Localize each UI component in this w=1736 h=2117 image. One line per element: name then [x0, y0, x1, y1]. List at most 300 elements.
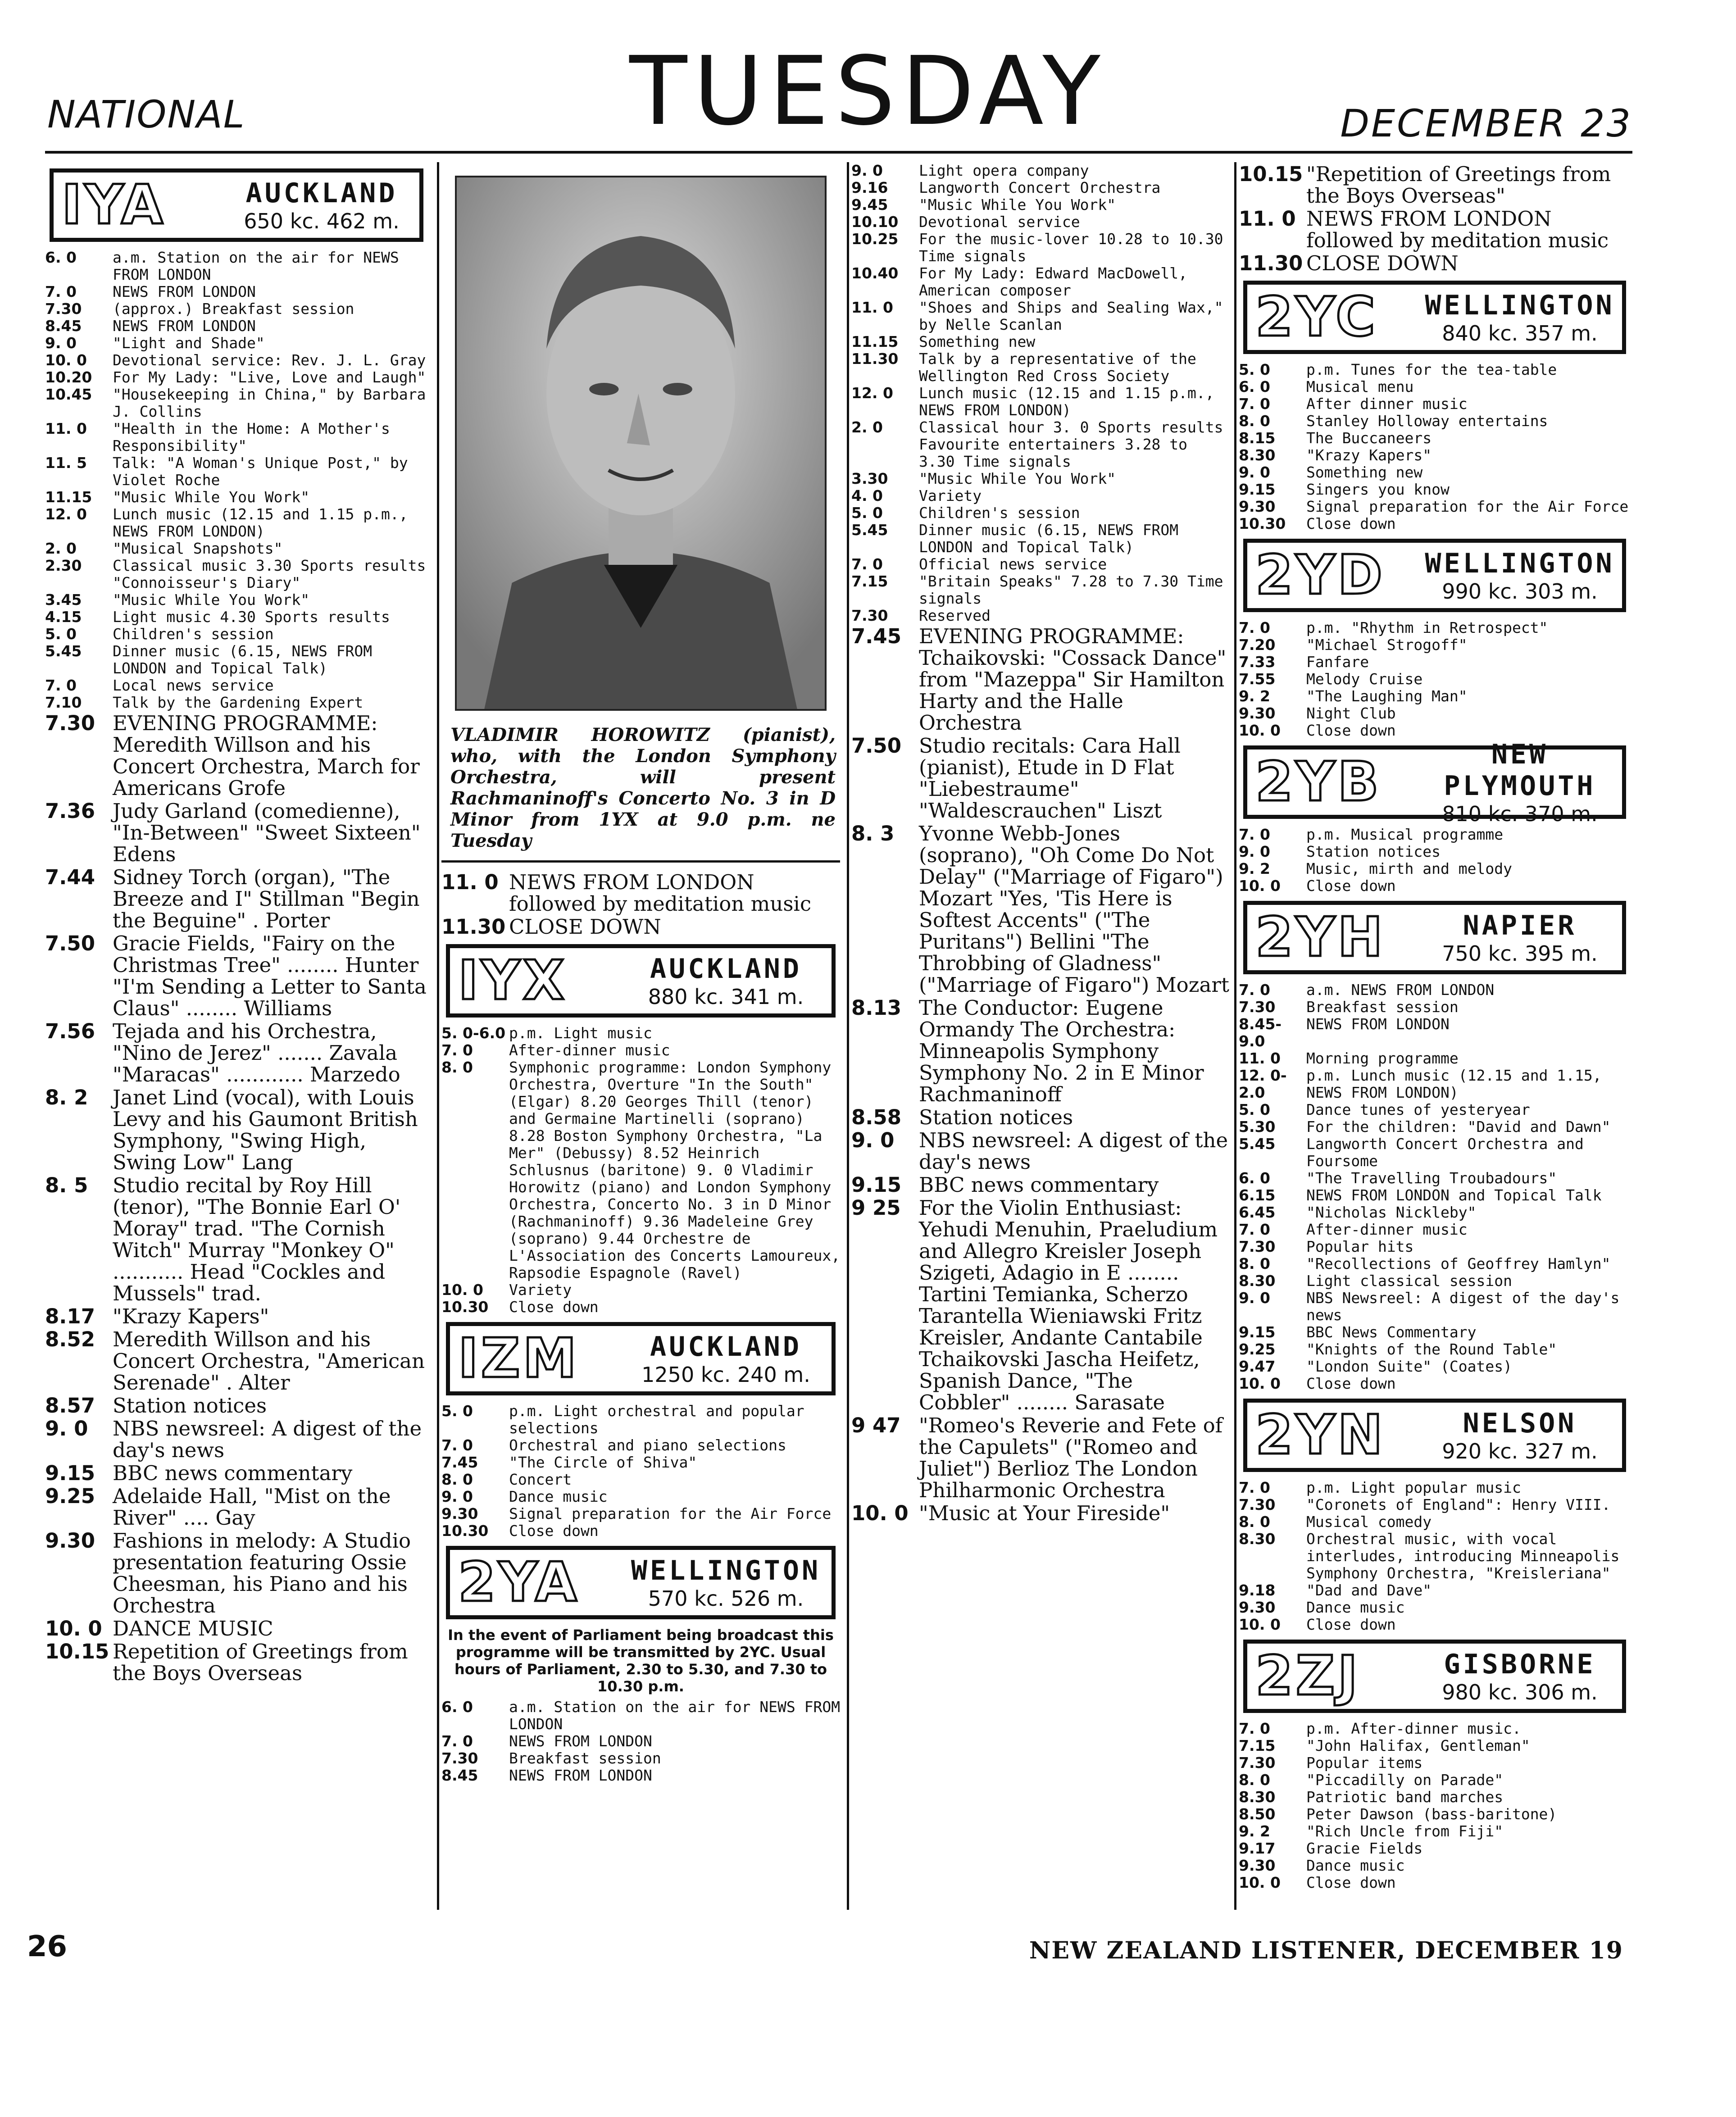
programme-entry — [1239, 481, 1635, 498]
programme-time: 10.30 — [441, 1298, 489, 1316]
programme-entry — [441, 1454, 845, 1471]
programme-description: Popular items — [1306, 1754, 1423, 1772]
programme-entry — [45, 1329, 432, 1394]
programme-time: 10. 0 — [1239, 877, 1281, 895]
programme-entry — [851, 823, 1230, 996]
programme-time: 11. 0 — [1239, 1049, 1281, 1067]
programme-description: The Conductor: Eugene Ormandy The Orchestra: Minneapolis Symphony Symphony No. 2 in E Minor Rachmaninoff — [919, 996, 1204, 1106]
programme-time: 7. 0 — [45, 283, 77, 300]
programme-entry — [1239, 464, 1635, 481]
programme-entry — [851, 179, 1230, 196]
station-header-2yc — [1243, 281, 1626, 354]
programme-description: Close down — [1306, 1616, 1396, 1633]
programme-description: "The Travelling Troubadours" — [1306, 1169, 1557, 1187]
programme-time: 7. 0 — [441, 1041, 473, 1059]
programme-entry — [1239, 1857, 1635, 1874]
programme-time: 8. 3 — [851, 822, 895, 845]
programme-time: 9.18 — [1239, 1581, 1276, 1599]
programme-time: 8.15 — [1239, 429, 1276, 447]
programme-time: 7.45 — [441, 1454, 478, 1471]
programme-description: Light classical session — [1306, 1272, 1512, 1290]
programme-description: Close down — [509, 1298, 599, 1316]
programme-entry — [1239, 1341, 1635, 1358]
programme-time: 9. 0 — [851, 162, 883, 179]
programme-description: NBS newsreel: A digest of the day's news — [919, 1128, 1228, 1174]
programme-list — [441, 1403, 845, 1540]
programme-description: Langworth Concert Orchestra — [919, 179, 1161, 196]
programme-entry — [851, 214, 1230, 231]
programme-time: 11. 5 — [45, 454, 87, 472]
station-frequency: 570 kc. 526 m. — [648, 1586, 804, 1611]
programme-entry — [1239, 1290, 1635, 1324]
station-city: NAPIER — [1463, 909, 1577, 941]
programme-entry — [1239, 1720, 1635, 1737]
programme-description: Fashions in melody: A Studio presentation featuring Ossie Cheesman, his Piano and his Orchestra — [113, 1529, 411, 1617]
programme-entry — [1239, 1789, 1635, 1806]
programme-description: "Rich Uncle from Fiji" — [1306, 1822, 1504, 1840]
programme-entry — [1239, 1204, 1635, 1221]
programme-time: 7. 0 — [1239, 1720, 1270, 1737]
programme-entry — [45, 540, 432, 557]
programme-entry — [441, 1042, 845, 1059]
programme-description: Close down — [509, 1522, 599, 1540]
programme-description: "Krazy Kapers" — [1306, 446, 1432, 464]
programme-time: 10. 0 — [45, 1617, 102, 1640]
programme-description: "Music While You Work" — [113, 591, 310, 609]
programme-time: 7.33 — [1239, 653, 1276, 671]
programme-time: 7.30 — [851, 607, 888, 624]
column-4 — [1239, 162, 1635, 1910]
programme-time: 8. 0 — [1239, 1513, 1270, 1531]
programme-time: 7.30 — [1239, 1496, 1276, 1513]
page-title: TUESDAY — [629, 36, 1107, 146]
programme-entry — [1239, 1772, 1635, 1789]
station-frequency: 980 kc. 306 m. — [1442, 1680, 1598, 1704]
programme-entry — [851, 299, 1230, 333]
programme-description: CLOSE DOWN — [509, 915, 661, 939]
programme-description: Variety — [919, 487, 982, 504]
programme-time: 9.45 — [851, 196, 888, 214]
programme-time: 5. 0 — [441, 1402, 473, 1420]
programme-description: Night Club — [1306, 704, 1396, 722]
programme-description: Talk: "A Woman's Unique Post," by Violet Roche — [113, 454, 408, 489]
programme-time: 7. 0 — [1239, 1479, 1270, 1496]
programme-description: Light opera company — [919, 162, 1089, 179]
programme-time: 8. 5 — [45, 1173, 88, 1197]
column-divider — [847, 162, 849, 1910]
programme-time: 11.15 — [45, 488, 92, 506]
programme-entry — [45, 249, 432, 283]
programme-time: 7. 0 — [1239, 395, 1270, 413]
programme-description: For the Violin Enthusiast: Yehudi Menuhin, Praeludium and Allegro Kreisler Joseph Szigeti, Adagio in E ........ Tartini Temianka, Scherzo Tarantella Wieniawski Fritz Kreisler, Andante Cantabile Tchaikovski Jascha Heifetz, Spanish Dance, "The Cobbler" ........ Sarasate — [919, 1196, 1218, 1414]
station-city: NEW PLYMOUTH — [1444, 738, 1596, 802]
programme-entry — [1239, 1375, 1635, 1392]
programme-entry — [1239, 378, 1635, 395]
programme-time: 7.45 — [851, 624, 902, 648]
programme-entry — [441, 1699, 845, 1733]
programme-time: 10.15 — [45, 1640, 109, 1663]
programme-entry — [45, 1418, 432, 1461]
programme-description: Reserved — [919, 607, 991, 624]
programme-entry — [45, 1306, 432, 1327]
programme-time: 10.10 — [851, 213, 899, 231]
programme-description: For My Lady: "Live, Love and Laugh" — [113, 368, 426, 386]
programme-time: 9. 0 — [1239, 463, 1270, 481]
programme-description: Dance music — [509, 1488, 608, 1505]
programme-description: Gracie Fields — [1306, 1840, 1423, 1857]
programme-list — [1239, 1720, 1635, 1891]
programme-description: Yvonne Webb-Jones (soprano), "Oh Come Do Not Delay" ("Marriage of Figaro") Mozart "Yes, 'Tis Here is Softest Accents" ("The Puritans") Bellini "The Throbbing of Gladness" ("Marriage of Figaro") Mozart — [919, 822, 1229, 997]
programme-time: 9. 0 — [1239, 843, 1270, 860]
programme-time: 9.16 — [851, 179, 888, 196]
programme-time: 7.56 — [45, 1019, 95, 1043]
programme-entry — [45, 626, 432, 643]
programme-list — [45, 249, 432, 1684]
programme-entry — [851, 470, 1230, 487]
programme-time: 10.15 — [1239, 162, 1303, 186]
programme-time: 5. 0 — [1239, 1101, 1270, 1118]
programme-time: 7. 0 — [1239, 1221, 1270, 1238]
programme-entry — [1239, 722, 1635, 739]
programme-description: Studio recitals: Cara Hall (pianist), Etude in D Flat "Liebestraume" "Waldescrauchen" Liszt — [919, 734, 1181, 822]
programme-description: Close down — [1306, 877, 1396, 895]
programme-description: Breakfast session — [509, 1749, 661, 1767]
programme-time: 10. 0 — [1239, 1616, 1281, 1633]
photo-caption: VLADIMIR HOROWITZ (pianist), who, with the London Symphony Orchestra, will present Rachmaninoff's Concerto No. 3 in D Minor from 1YX at 9.0 p.m. ne Tuesday — [450, 724, 836, 851]
programme-time: 10.40 — [851, 264, 899, 282]
programme-time: 8.45 — [441, 1767, 478, 1784]
programme-list — [1239, 619, 1635, 739]
programme-description: Concert — [509, 1471, 572, 1488]
programme-description: CLOSE DOWN — [1306, 251, 1459, 275]
programme-description: After-dinner music — [1306, 1221, 1468, 1238]
programme-entry — [45, 1463, 432, 1484]
programme-description: "Music While You Work" — [919, 470, 1116, 487]
programme-description: "Music While You Work" — [919, 196, 1116, 214]
station-frequency: 840 kc. 357 m. — [1442, 321, 1598, 345]
programme-time: 9.30 — [441, 1505, 478, 1522]
programme-description: p.m. Tunes for the tea-table — [1306, 361, 1557, 378]
programme-description: "Piccadilly on Parade" — [1306, 1771, 1504, 1789]
station-frequency: 650 kc. 462 m. — [244, 209, 400, 233]
programme-entry — [1239, 1170, 1635, 1187]
station-city: GISBORNE — [1444, 1648, 1596, 1680]
programme-entry — [441, 1733, 845, 1750]
programme-description: Signal preparation for the Air Force — [509, 1505, 832, 1522]
programme-description: "Repetition of Greetings from the Boys Overseas" — [1306, 162, 1611, 208]
programme-entry — [1239, 208, 1635, 251]
station-city: WELLINGTON — [1425, 547, 1615, 579]
programme-time: 7. 0 — [1239, 826, 1270, 843]
programme-entry — [45, 283, 432, 300]
station-call-sign: 2YB — [1255, 750, 1382, 813]
programme-time: 3.30 — [851, 470, 888, 487]
station-header-1ya — [50, 168, 423, 242]
programme-time: 9. 0 — [441, 1488, 473, 1505]
programme-entry — [1239, 1806, 1635, 1823]
programme-description: Sidney Torch (organ), "The Breeze and I" Stillman "Begin the Beguine" . Porter — [113, 865, 420, 932]
programme-entry — [1239, 1737, 1635, 1754]
programme-time: 8.30 — [1239, 1530, 1276, 1548]
programme-description: Singers you know — [1306, 481, 1450, 498]
programme-entry — [1239, 1823, 1635, 1840]
programme-time: 9 25 — [851, 1196, 901, 1220]
programme-time: 5.45 — [45, 642, 82, 660]
caption-rule — [441, 860, 840, 863]
programme-description: BBC News Commentary — [1306, 1323, 1477, 1341]
programme-description: Patriotic band marches — [1306, 1788, 1504, 1806]
programme-time: 7.10 — [45, 694, 82, 711]
programme-time: 12. 0 — [851, 384, 893, 402]
programme-time: 7.30 — [441, 1749, 478, 1767]
station-header-2yb — [1243, 738, 1626, 826]
programme-time: 9.17 — [1239, 1840, 1276, 1857]
programme-entry — [1239, 1050, 1635, 1067]
programme-entry — [1239, 1582, 1635, 1599]
programme-entry — [851, 1503, 1230, 1524]
programme-time: 11.15 — [851, 333, 899, 350]
station-header-2yh — [1243, 901, 1626, 974]
programme-entry — [45, 1175, 432, 1304]
programme-entry — [441, 1488, 845, 1505]
programme-time: 6. 0 — [45, 249, 77, 266]
programme-time: 9.15 — [45, 1461, 95, 1485]
programme-description: Devotional service — [919, 213, 1080, 231]
programme-time: 8.58 — [851, 1105, 902, 1129]
programme-description: NEWS FROM LONDON and Topical Talk — [1306, 1186, 1602, 1204]
programme-time: 9.25 — [1239, 1340, 1276, 1358]
programme-entry — [45, 557, 432, 591]
programme-entry — [441, 872, 845, 915]
programme-description: The Buccaneers — [1306, 429, 1432, 447]
programme-description: Orchestral music, with vocal interludes, introducing Minneapolis Symphony Orchestra, "Kreisleriana" — [1306, 1530, 1620, 1582]
programme-entry — [45, 1530, 432, 1617]
programme-entry — [1239, 515, 1635, 532]
programme-description: Popular hits — [1306, 1238, 1414, 1255]
programme-description: Station notices — [1306, 843, 1441, 860]
programme-entry — [1239, 1754, 1635, 1772]
page-section-label: NATIONAL — [47, 92, 245, 136]
programme-entry — [851, 162, 1230, 179]
programme-description: p.m. Musical programme — [1306, 826, 1504, 843]
page-number: 26 — [27, 1930, 68, 1963]
programme-time: 9. 0 — [851, 1128, 895, 1152]
programme-entry — [851, 487, 1230, 504]
programme-time: 10.45 — [45, 386, 92, 403]
programme-time: 8.13 — [851, 996, 902, 1020]
station-city: NELSON — [1463, 1407, 1577, 1439]
programme-description: "Romeo's Reverie and Fete of the Capulets" ("Romeo and Juliet") Berlioz The London Philharmonic Orchestra — [919, 1413, 1223, 1502]
programme-entry — [1239, 253, 1635, 274]
programme-entry — [851, 607, 1230, 624]
programme-description: p.m. Lunch music (12.15 and 1.15, NEWS FROM LONDON) — [1306, 1067, 1602, 1101]
programme-description: "John Halifax, Gentleman" — [1306, 1737, 1530, 1754]
programme-description: Dinner music (6.15, NEWS FROM LONDON and Topical Talk) — [919, 521, 1179, 556]
station-frequency: 880 kc. 341 m. — [648, 984, 804, 1009]
programme-description: After dinner music — [1306, 395, 1468, 413]
programme-time: 8.50 — [1239, 1805, 1276, 1823]
parliament-note: In the event of Parliament being broadcast this programme will be transmitted by 2YC. Usual hours of Parliament, 2.30 to 5.30, and 7.30 to 10.30 p.m. — [448, 1626, 834, 1695]
programme-time: 10.30 — [1239, 515, 1286, 532]
programme-entry — [851, 556, 1230, 573]
column-divider — [437, 162, 439, 1910]
programme-entry — [45, 386, 432, 420]
programme-description: NEWS FROM LONDON followed by meditation music — [509, 870, 812, 916]
programme-description: NEWS FROM LONDON — [113, 317, 256, 335]
programme-time: 7. 0 — [45, 677, 77, 694]
programme-time: 11. 0 — [1239, 207, 1296, 231]
programme-entry — [851, 997, 1230, 1105]
programme-entry — [1239, 361, 1635, 378]
programme-entry — [1239, 1187, 1635, 1204]
programme-time: 9. 0 — [45, 334, 77, 352]
programme-description: EVENING PROGRAMME: Meredith Willson and his Concert Orchestra, March for Americans Grofe — [113, 711, 420, 800]
programme-description: BBC news commentary — [113, 1461, 353, 1485]
station-header-2zj — [1243, 1640, 1626, 1713]
programme-entry — [45, 933, 432, 1019]
programme-time: 9. 0 — [45, 1417, 88, 1440]
programme-entry — [45, 677, 432, 694]
programme-time: 11.30 — [851, 350, 899, 368]
programme-description: Dance tunes of yesteryear — [1306, 1101, 1530, 1118]
programme-time: 5.45 — [851, 521, 888, 539]
programme-entry — [851, 385, 1230, 419]
programme-entry — [851, 1415, 1230, 1501]
programme-entry — [1239, 1874, 1635, 1891]
programme-entry — [1239, 1272, 1635, 1290]
programme-entry — [1239, 619, 1635, 636]
programme-time: 10. 0 — [1239, 1874, 1281, 1891]
programme-entry — [45, 1641, 432, 1684]
programme-time: 8. 0 — [1239, 412, 1270, 430]
programme-description: Musical comedy — [1306, 1513, 1432, 1531]
programme-description: Light music 4.30 Sports results — [113, 608, 390, 626]
programme-entry — [1239, 1255, 1635, 1272]
programme-entry — [1239, 1324, 1635, 1341]
programme-entry — [1239, 1479, 1635, 1496]
programme-description: Breakfast session — [1306, 998, 1459, 1016]
programme-description: "Dad and Dave" — [1306, 1581, 1432, 1599]
programme-entry — [45, 1087, 432, 1173]
programme-description: Dance music — [1306, 1599, 1405, 1616]
programme-time: 2. 0 — [851, 418, 883, 436]
programme-time: 12. 0-2.0 — [1239, 1067, 1287, 1101]
programme-description: Morning programme — [1306, 1049, 1459, 1067]
programme-entry — [851, 350, 1230, 385]
page-date: DECEMBER 23 — [1340, 101, 1632, 145]
programme-description: "The Circle of Shiva" — [509, 1454, 697, 1471]
programme-entry — [45, 335, 432, 352]
programme-description: "Knights of the Round Table" — [1306, 1340, 1557, 1358]
programme-time: 8.30 — [1239, 1272, 1276, 1290]
programme-description: NEWS FROM LONDON — [1306, 1015, 1450, 1033]
programme-description: p.m. Light orchestral and popular selections — [509, 1402, 804, 1437]
programme-description: "The Laughing Man" — [1306, 687, 1468, 705]
station-frequency: 750 kc. 395 m. — [1442, 941, 1598, 966]
programme-time: 5.45 — [1239, 1135, 1276, 1153]
programme-time: 5. 0-6.0 — [441, 1024, 506, 1042]
programme-entry — [1239, 1840, 1635, 1857]
programme-description: Station notices — [113, 1394, 267, 1417]
programme-entry — [441, 1403, 845, 1437]
programme-time: 9.30 — [1239, 1857, 1276, 1874]
programme-time: 8.45 — [45, 317, 82, 335]
station-header-1yx — [446, 944, 836, 1018]
programme-entry — [1239, 860, 1635, 877]
programme-description: Dance music — [1306, 1857, 1405, 1874]
programme-description: p.m. Light music — [509, 1024, 652, 1042]
programme-time: 8.52 — [45, 1327, 95, 1351]
programme-time: 9.25 — [45, 1484, 95, 1508]
station-call-sign: 2YC — [1255, 286, 1378, 349]
programme-description: EVENING PROGRAMME: Tchaikovski: "Cossack Dance" from "Mazeppa" Sir Hamilton Harty and the Halle Orchestra — [919, 624, 1227, 735]
programme-time: 9.15 — [1239, 1323, 1276, 1341]
programme-description: Close down — [1306, 722, 1396, 739]
programme-entry — [1239, 1616, 1635, 1633]
programme-description: Musical menu — [1306, 378, 1414, 395]
programme-description: a.m. NEWS FROM LONDON — [1306, 981, 1495, 999]
programme-description: "Coronets of England": Henry VIII. — [1306, 1496, 1611, 1513]
programme-description: BBC news commentary — [919, 1173, 1159, 1197]
programme-entry — [1239, 671, 1635, 688]
programme-description: Adelaide Hall, "Mist on the River" .... Gay — [113, 1484, 391, 1530]
programme-entry — [441, 916, 845, 938]
programme-time: 8.45-9.0 — [1239, 1015, 1282, 1050]
programme-time: 7. 0 — [1239, 981, 1270, 999]
programme-time: 8.30 — [1239, 1788, 1276, 1806]
programme-description: NBS Newsreel: A digest of the day's news — [1306, 1289, 1620, 1324]
programme-description: Fanfare — [1306, 653, 1369, 671]
programme-entry — [1239, 688, 1635, 705]
station-frequency: 990 kc. 303 m. — [1442, 579, 1598, 604]
programme-description: For My Lady: Edward MacDowell, American composer — [919, 264, 1188, 299]
programme-time: 5. 0 — [851, 504, 883, 522]
programme-description: Repetition of Greetings from the Boys Overseas — [113, 1640, 408, 1685]
station-call-sign: 2YD — [1255, 544, 1385, 607]
programme-description: Close down — [1306, 1375, 1396, 1392]
programme-entry — [1239, 430, 1635, 447]
programme-time: 7. 0 — [441, 1732, 473, 1750]
programme-entry — [851, 333, 1230, 350]
programme-time: 5. 0 — [1239, 361, 1270, 378]
programme-entry — [45, 318, 432, 335]
programme-time: 11. 0 — [45, 420, 87, 437]
programme-entry — [851, 231, 1230, 265]
programme-entry — [1239, 1531, 1635, 1582]
programme-entry — [1239, 636, 1635, 654]
programme-time: 9.30 — [1239, 498, 1276, 515]
programme-description: Something new — [1306, 463, 1423, 481]
programme-description: NEWS FROM LONDON — [113, 283, 256, 300]
station-city: AUCKLAND — [650, 953, 802, 985]
column-2 — [441, 162, 845, 1910]
programme-time: 7.30 — [1239, 1754, 1276, 1772]
programme-list — [441, 1025, 845, 1316]
programme-entry — [45, 694, 432, 711]
programme-entry — [441, 1437, 845, 1454]
programme-description: NEWS FROM LONDON — [509, 1732, 652, 1750]
programme-description: Talk by the Gardening Expert — [113, 694, 364, 711]
programme-description: Stanley Holloway entertains — [1306, 412, 1548, 430]
programme-time: 12. 0 — [45, 505, 87, 523]
column-3 — [851, 162, 1230, 1910]
programme-time: 7.15 — [1239, 1737, 1276, 1754]
station-call-sign: IYX — [458, 949, 568, 1012]
programme-time: 7.44 — [45, 865, 95, 889]
programme-time: 11. 0 — [441, 870, 499, 894]
programme-description: Official news service — [919, 555, 1107, 573]
column-1 — [45, 162, 432, 1910]
